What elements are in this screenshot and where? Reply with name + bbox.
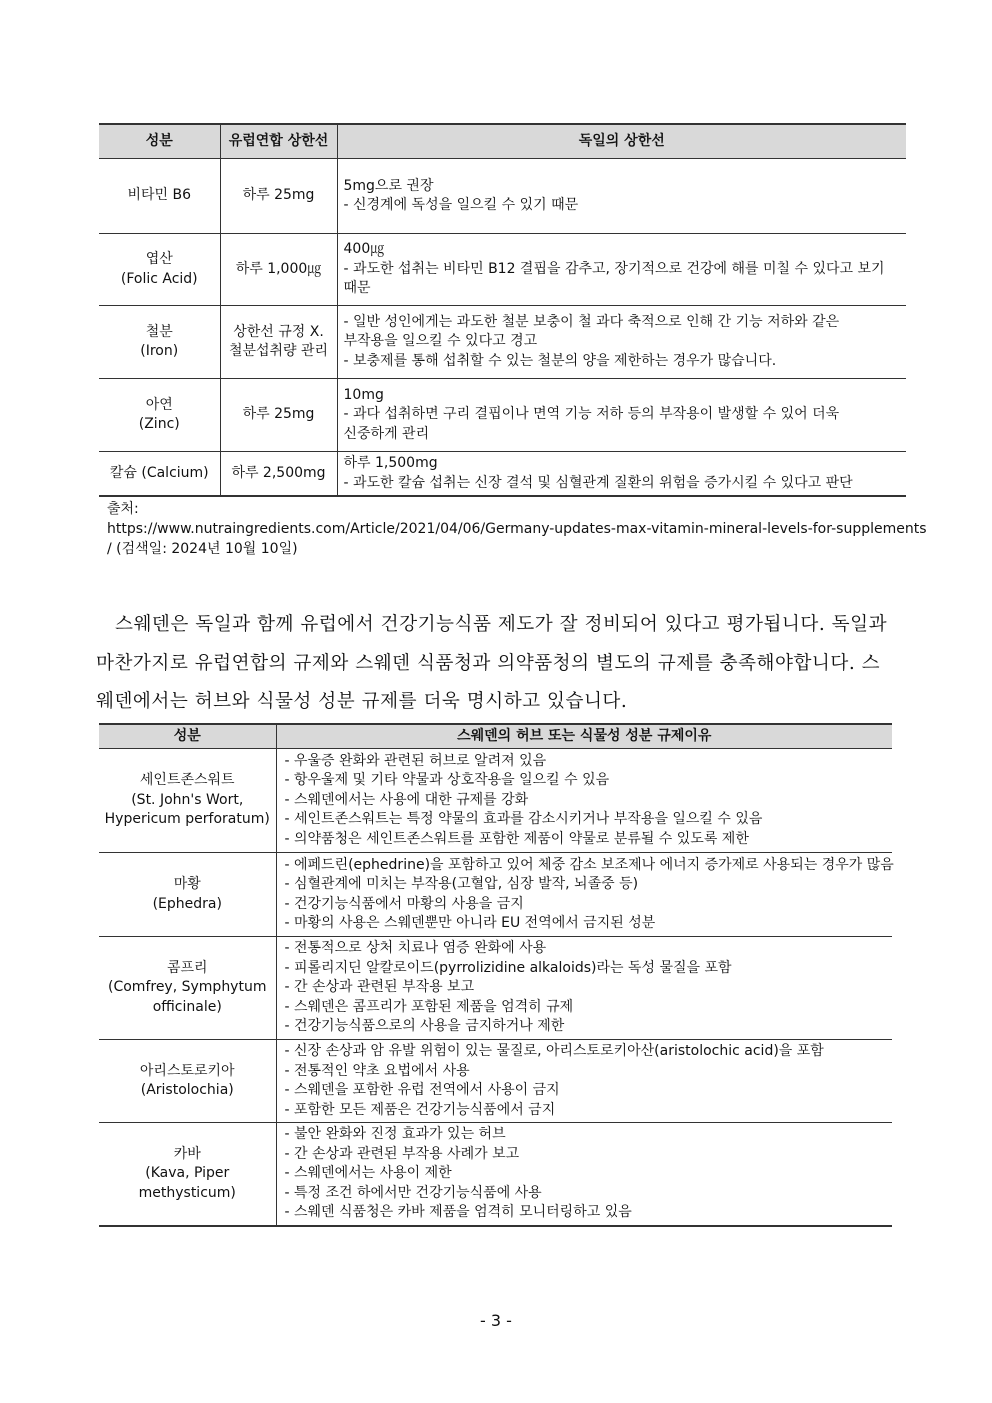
cell-line: - 마황의 사용은 스웨덴뿐만 아니라 EU 전역에서 금지된 성분 [284, 915, 656, 931]
cell-line: - 의약품청은 세인트존스워트를 포함한 제품이 약물로 분류될 수 있도록 제한 [284, 830, 749, 847]
cell-line: - 신경계에 독성을 일으킬 수 있기 때문 [343, 197, 579, 213]
cell-line: 상한선 규정 X. [233, 323, 324, 340]
cell-line: 5mg으로 권장 [343, 177, 434, 194]
cell-line: - 불안 완화와 진정 효과가 있는 허브 [284, 1126, 506, 1143]
cell-line: - 피롤리지딘 알칼로이드(pyrrolizidine alkaloids)라는 독성 물질을 포함 [284, 959, 732, 976]
ingredient-cell [99, 306, 220, 379]
ingredient-cell [99, 234, 220, 306]
germany-limit-cell [337, 379, 906, 452]
cell-line: 엽산 [145, 251, 173, 267]
cell-line: 400㎍ [343, 241, 385, 258]
cell-line: - 세인트존스워트는 특정 약물의 효과를 감소시키거나 부작용을 일으킬 수 있음 [284, 811, 763, 828]
germany-limit-cell [337, 234, 906, 306]
cell-line: - 일반 성인에게는 과도한 철분 보충이 철 과다 축적으로 인해 간 기능 저하와 같은 [343, 313, 840, 330]
cell-line: officinale) [152, 998, 222, 1015]
table-row [99, 937, 892, 1040]
reason-cell [276, 853, 892, 937]
ingredient-cell [99, 379, 220, 452]
source-url: https://www.nutraingredients.com/Article/2021/04/06/Germany-updates-max-vitamin-mineral-levels-for-supplements [107, 521, 927, 537]
cell-line: 부작용을 일으킬 수 있다고 경고 [343, 333, 538, 350]
cell-line: (Zinc) [138, 416, 180, 432]
cell-line: methysticum) [138, 1184, 236, 1201]
cell-line: (Kava, Piper [145, 1165, 230, 1182]
cell-line: Hypericum perforatum) [104, 811, 270, 828]
cell-line: 세인트존스워트 [139, 772, 235, 789]
sweden-herb-table [99, 723, 892, 1227]
cell-line: 아연 [145, 396, 173, 413]
germany-limit-cell [337, 306, 906, 379]
cell-line: 콤프리 [166, 959, 208, 976]
ingredient-cell [99, 159, 220, 234]
table-row [99, 159, 906, 234]
cell-line: - 건강기능식품으로의 사용을 금지하거나 제한 [284, 1018, 565, 1035]
source-note [107, 499, 927, 559]
ingredient-cell [99, 937, 276, 1040]
cell-line: 신중하게 관리 [343, 425, 430, 442]
eu-limit-cell [220, 306, 337, 379]
cell-line: - 스웨덴 식품청은 카바 제품을 엄격히 모니터링하고 있음 [284, 1204, 632, 1221]
cell-line: 10mg [343, 386, 384, 403]
reason-cell [276, 749, 892, 853]
table-row [99, 452, 906, 497]
cell-line: 철분 [145, 323, 173, 340]
cell-line: 하루 1,000㎍ [235, 260, 322, 277]
header-germany-limit: 독일의 상한선 [337, 124, 906, 159]
cell-line: - 특정 조건 하에서만 건강기능식품에 사용 [284, 1184, 542, 1201]
ingredient-cell [99, 1040, 276, 1123]
table-header-row [99, 124, 906, 159]
cell-line: (Folic Acid) [120, 270, 198, 287]
cell-line: - 포함한 모든 제품은 건강기능식품에서 금지 [284, 1101, 556, 1118]
eu-limit-cell [220, 452, 337, 497]
table-row [99, 853, 892, 937]
table-row [99, 1123, 892, 1227]
table-row [99, 306, 906, 379]
cell-line: 하루 25mg [242, 406, 315, 423]
eu-limit-cell [220, 159, 337, 234]
cell-line: - 전통적인 약초 요법에서 사용 [284, 1062, 470, 1079]
cell-line: 철분섭취량 관리 [228, 343, 329, 359]
cell-line: - 신장 손상과 암 유발 위험이 있는 물질로, 아리스토로키아산(aristolochic acid)을 포함 [284, 1043, 824, 1059]
cell-line: 하루 1,500mg [343, 455, 438, 471]
page-number: - 3 - [480, 1311, 512, 1330]
paragraph-line: 웨덴에서는 허브와 식물성 성분 규제를 더욱 명시하고 있습니다. [96, 691, 628, 712]
cell-line: - 스웨덴에서는 사용에 대한 규제를 강화 [284, 791, 529, 808]
table-row [99, 749, 892, 853]
reason-cell [276, 937, 892, 1040]
cell-line: - 간 손상과 관련된 부작용 보고 [284, 979, 475, 996]
cell-line: - 건강기능식품에서 마황의 사용을 금지 [284, 895, 524, 912]
eu-limit-cell [220, 379, 337, 452]
cell-line: - 우울증 완화와 관련된 허브로 알려져 있음 [284, 752, 547, 769]
germany-limit-cell [337, 452, 906, 497]
cell-line: (Comfrey, Symphytum [108, 979, 267, 996]
cell-line: (Aristolochia) [140, 1082, 234, 1098]
table-row [99, 234, 906, 306]
body-paragraph [96, 606, 907, 722]
cell-line: - 심혈관계에 미치는 부작용(고혈압, 심장 발작, 뇌졸중 등) [284, 876, 639, 892]
germany-limit-cell [337, 159, 906, 234]
cell-line: 비타민 B6 [127, 187, 192, 204]
cell-line: - 전통적으로 상처 치료나 염증 완화에 사용 [284, 940, 547, 957]
cell-line: - 스웨덴은 콤프리가 포함된 제품을 엄격히 규제 [284, 998, 574, 1015]
germany-limits-table [99, 123, 906, 497]
ingredient-cell [99, 749, 276, 853]
source-date: / (검색일: 2024년 10월 10일) [107, 541, 298, 557]
header-eu-limit: 유럽연합 상한선 [220, 124, 337, 159]
reason-cell [276, 1040, 892, 1123]
cell-line: - 과도한 칼슘 섭취는 신장 결석 및 심혈관계 질환의 위험을 증가시킬 수 있다고 판단 [343, 474, 853, 491]
cell-line: - 에페드린(ephedrine)을 포함하고 있어 체중 감소 보조제나 에너지 증가제로 사용되는 경우가 많음 [284, 856, 894, 873]
eu-limit-cell [220, 234, 337, 306]
cell-line: 하루 25mg [242, 187, 315, 204]
header-ingredient: 성분 [99, 124, 220, 159]
cell-line: - 항우울제 및 기타 약물과 상호작용을 일으킬 수 있음 [284, 772, 610, 789]
cell-line: 카바 [173, 1145, 201, 1162]
cell-line: - 보충제를 통해 섭취할 수 있는 철분의 양을 제한하는 경우가 많습니다. [343, 352, 777, 369]
cell-line: 때문 [343, 280, 371, 297]
cell-line: (Iron) [140, 343, 179, 359]
ingredient-cell [99, 1123, 276, 1227]
reason-cell [276, 1123, 892, 1227]
cell-line: 하루 2,500mg [231, 464, 326, 481]
cell-line: (Ephedra) [152, 895, 222, 912]
table-row [99, 1040, 892, 1123]
cell-line: 칼슘 (Calcium) [109, 464, 209, 481]
paragraph-line: 마찬가지로 유럽연합의 규제와 스웨덴 식품청과 의약품청의 별도의 규제를 충족해야합니다. 스 [96, 652, 881, 674]
header-sweden-reason: 스웨덴의 허브 또는 식물성 성분 규제이유 [276, 724, 892, 749]
cell-line: - 간 손상과 관련된 부작용 사례가 보고 [284, 1145, 520, 1162]
paragraph-line: 스웨덴은 독일과 함께 유럽에서 건강기능식품 제도가 잘 정비되어 있다고 평가됩니다. 독일과 [115, 614, 888, 635]
header-ingredient: 성분 [99, 724, 276, 749]
cell-line: - 스웨덴에서는 사용이 제한 [284, 1165, 452, 1182]
ingredient-cell [99, 452, 220, 497]
cell-line: - 스웨덴을 포함한 유럽 전역에서 사용이 금지 [284, 1082, 560, 1098]
cell-line: 아리스토로키아 [139, 1062, 235, 1079]
table-header-row [99, 724, 892, 749]
table-row [99, 379, 906, 452]
cell-line: - 과다 섭취하면 구리 결핍이나 면역 기능 저하 등의 부작용이 발생할 수 있어 더욱 [343, 406, 840, 423]
cell-line: 마황 [173, 876, 201, 892]
source-label: 출처: [107, 501, 139, 517]
cell-line: (St. John's Wort, [131, 791, 244, 808]
ingredient-cell [99, 853, 276, 937]
cell-line: - 과도한 섭취는 비타민 B12 결핍을 감추고, 장기적으로 건강에 해를 미칠 수 있다고 보기 [343, 260, 885, 277]
